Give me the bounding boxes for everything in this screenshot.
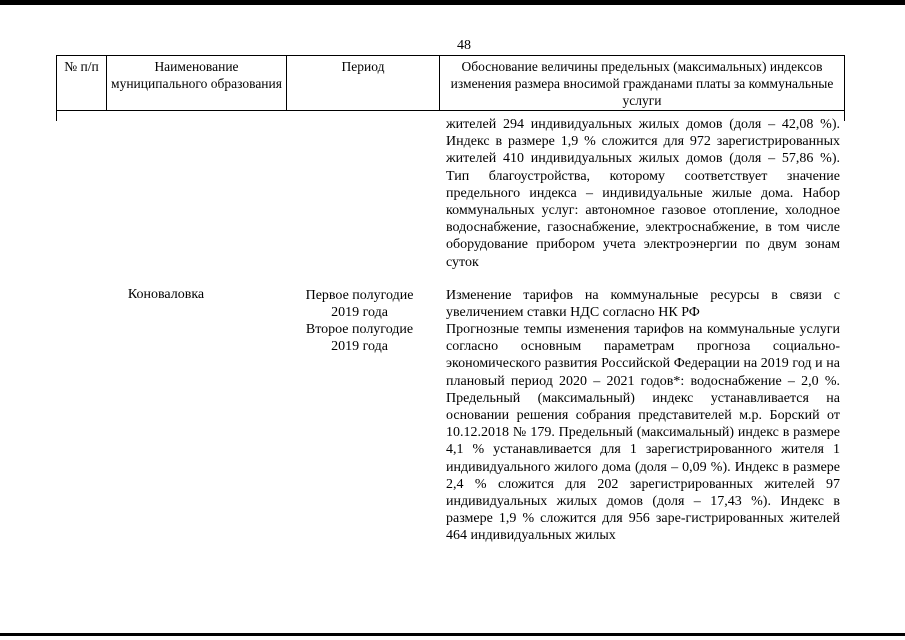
municipality-name: Коноваловка xyxy=(127,287,205,302)
continuation-text: жителей 294 индивидуальных жилых домов (доля – 42,08 %). Индекс в размере 1,9 % сложится для 972 зарегистрированных жителей 410 индивидуальных жилых домов (доля – 57,86 %). Тип благоустройства, которому соответствует значение предельного индекса – индивидуальные жилые дома. Набор коммунальных услуг: автономное газовое отопление, холодное водоснабжение, газоснабжение, электроснабжение, в том числе оборудование прибором учета электроэнергии по двум зонам суток xyxy=(446,117,840,270)
table-border-left xyxy=(56,111,57,121)
header-justification: Обоснование величины предельных (максимальных) индексов изменения размера вносимой гражданами платы за коммунальные услуги xyxy=(439,55,845,111)
period-second-half: Второе полугодие 2019 года xyxy=(305,322,414,354)
period-first-half: Первое полугодие 2019 года xyxy=(305,288,414,320)
table-border-right xyxy=(844,111,845,121)
bottom-scan-border xyxy=(0,633,905,636)
page-number: 48 xyxy=(457,38,471,53)
header-number: № п/п xyxy=(56,55,106,111)
top-scan-border xyxy=(0,0,905,5)
header-period: Период xyxy=(286,55,439,111)
justification-first-half: Изменение тарифов на коммунальные ресурсы в связи с увеличением ставки НДС согласно НК РФ xyxy=(446,288,840,321)
justification-second-half: Прогнозные темпы изменения тарифов на коммунальные услуги согласно основным параметрам прогноза социально-экономического развития Российской Федерации на 2019 год и на плановый период 2020 – 2021 годов*: водоснабжение – 2,0 %. Предельный (максимальный) индекс устанавливается на основании решения собрания представителей м.р. Борский от 10.12.2018 № 179. Предельный (максимальный) индекс в размере 4,1 % устанавливается для 1 зарегистрированного жителя 1 индивидуального жилого дома (доля – 0,09 %). Индекс в размере 2,4 % сложится для 202 зарегистрированных жителей 97 индивидуальных жилых домов (доля – 17,43 %). Индекс в размере 1,9 % сложится для 956 заре-гистрированных жителей 464 индивидуальных жилых xyxy=(446,322,840,544)
header-municipality: Наименование муниципального образования xyxy=(106,55,286,111)
